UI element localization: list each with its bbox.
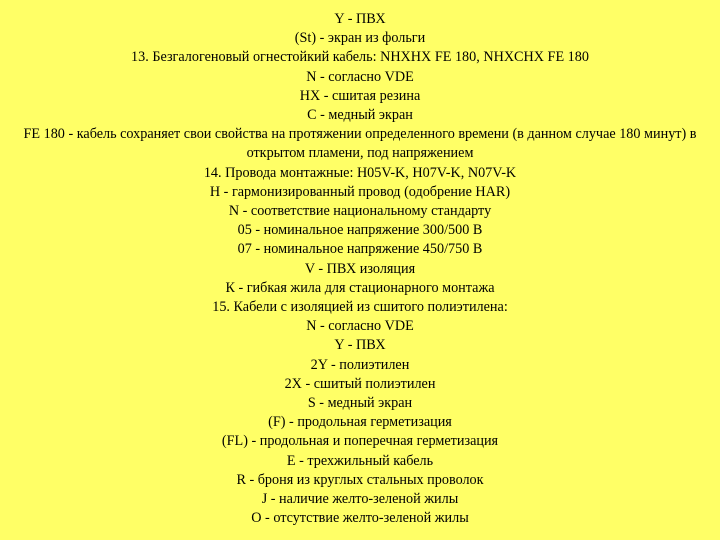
text-line: 07 - номинальное напряжение 450/750 В bbox=[237, 241, 483, 258]
text-line: 14. Провода монтажные: H05V-K, H07V-K, N07V-K bbox=[203, 164, 517, 181]
text-line: N - соответствие национальному стандарту bbox=[228, 203, 492, 220]
text-line: Y - ПВХ bbox=[334, 11, 386, 27]
text-line: (St) - экран из фольги bbox=[294, 30, 426, 47]
text-block bbox=[0, 10, 720, 528]
text-line: O - отсутствие желто-зеленой жилы bbox=[251, 510, 469, 527]
text-line: J - наличие желто-зеленой жилы bbox=[261, 491, 459, 508]
text-line: H - гармонизированный провод (одобрение HAR) bbox=[209, 183, 511, 200]
text-line: С - медный экран bbox=[307, 107, 413, 124]
text-line: R - броня из круглых стальных проволок bbox=[236, 471, 484, 488]
text-line: E - трехжильный кабель bbox=[286, 452, 434, 469]
text-line: 15. Кабели с изоляцией из сшитого полиэтилена: bbox=[212, 299, 508, 316]
text-line: N - согласно VDE bbox=[306, 318, 414, 335]
text-line: (F) - продольная герметизация bbox=[268, 414, 452, 431]
text-line: (FL) - продольная и поперечная герметизация bbox=[221, 433, 499, 450]
text-line: Y - ПВХ bbox=[334, 337, 386, 354]
text-line: N - согласно VDE bbox=[306, 68, 414, 85]
text-line: 05 - номинальное напряжение 300/500 В bbox=[237, 222, 483, 239]
text-line: К - гибкая жила для стационарного монтажа bbox=[225, 279, 495, 296]
text-line: V - ПВХ изоляция bbox=[304, 260, 416, 277]
text-line: 2Y - полиэтилен bbox=[310, 356, 410, 373]
text-line: S - медный экран bbox=[307, 395, 413, 412]
text-line: HX - сшитая резина bbox=[299, 87, 421, 104]
text-line: 13. Безгалогеновый огнестойкий кабель: NHXHX FE 180, NHXCHX FE 180 bbox=[131, 49, 589, 66]
text-line: FE 180 - кабель сохраняет свои свойства на протяжении определенного времени (в данном случае 180 минут) в открытом пламени, под напряжением bbox=[23, 126, 701, 162]
text-line: 2X - сшитый полиэтилен bbox=[284, 375, 436, 392]
